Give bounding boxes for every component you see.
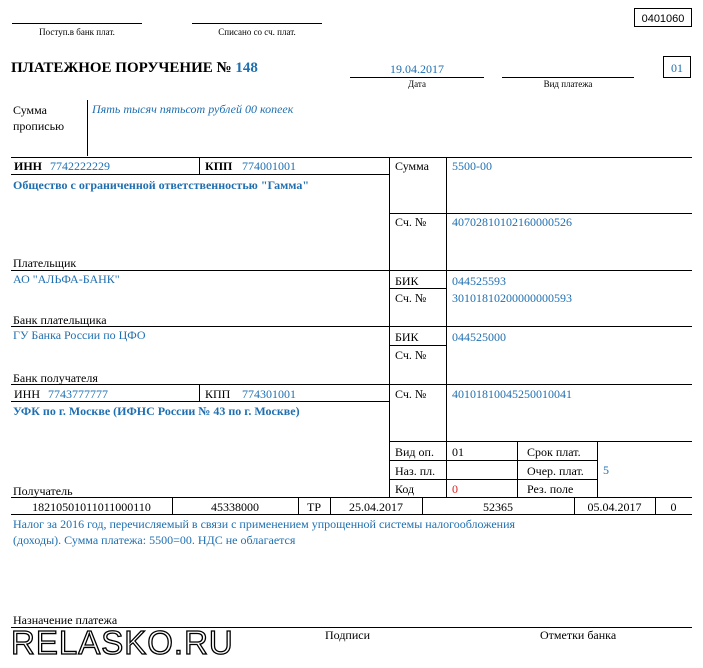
op-row-line-2 [389,479,598,480]
bank-received-line [12,23,142,24]
grid-value-vertical [446,157,447,497]
op-row-line-1 [389,460,598,461]
op-top-line [389,441,692,442]
tax-doc-number: 52365 [483,500,513,514]
payee-bank-account-label: Сч. № [395,348,427,362]
payee-account: 40101810045250010041 [452,387,572,401]
payer-bank-account: 30101810200000000593 [452,291,572,305]
payee-bank-bik-label: БИК [395,330,419,344]
payee-name: УФК по г. Москве (ИФНС России № 43 по г. Москве) [13,404,300,418]
srok-label: Срок плат. [527,445,581,459]
payee-inn-kpp-divider [199,384,200,401]
purpose-line-2: (доходы). Сумма платежа: 5500=00. НДС не облагается [13,533,296,547]
document-date: 19.04.2017 [390,62,444,76]
payee-bank-bik: 044525000 [452,330,506,344]
payee-bank-name: ГУ Банка России по ЦФО [13,328,146,342]
payment-type-label: Вид платежа [543,79,593,89]
payer-bank-bik: 044525593 [452,274,506,288]
payer-bank-bik-label: БИК [395,274,419,288]
status-code: 01 [671,61,683,75]
tax-payment-type: 0 [670,500,677,514]
amount-words-divider [87,100,88,156]
payee-inn-label: ИНН [14,387,40,401]
date-line [350,77,484,78]
payer-bottom-line [11,270,692,271]
bank-received-label: Поступ.в банк плат. [39,27,115,37]
document-number: 148 [235,60,258,76]
payer-kpp-label: КПП [205,159,233,173]
grid-line-top [11,157,692,158]
tax-kbk: 18210501011011000110 [32,500,151,514]
form-code-box [634,8,692,27]
vid-op-value: 01 [452,445,464,459]
amount-words-value: Пять тысяч пятьсот рублей 00 копеек [92,102,294,116]
bank-marks-label: Отметки банка [540,628,617,642]
kod-label: Код [395,482,415,496]
payee-bottom-line [11,497,692,498]
payee-inn: 7743777777 [48,387,108,401]
payer-inn: 7742222229 [50,159,110,173]
amount-value: 5500-00 [452,159,492,173]
payer-inn-kpp-divider [199,157,200,174]
form-code: 0401060 [641,13,685,25]
payee-kpp-label: КПП [205,387,231,401]
status-code-box [663,56,691,78]
payer-bank-name: АО "АЛЬФА-БАНК" [13,272,120,286]
payer-kpp: 774001001 [242,159,296,173]
amount-bottom-line [389,213,692,214]
ocher-label: Очер. плат. [527,464,584,478]
payer-bank-account-label: Сч. № [395,291,427,305]
amount-words-label-1: Сумма [13,103,47,117]
debited-line [192,23,322,24]
amount-words-label-2: прописью [13,119,65,133]
grid-main-vertical [389,157,390,497]
purpose-label: Назначение платежа [13,613,118,627]
payee-account-label: Сч. № [395,387,427,401]
payer-section-label: Плательщик [13,256,77,270]
payer-name: Общество с ограниченной ответственностью "Гамма" [13,178,310,192]
payee-section-label: Получатель [13,484,73,498]
title-text: ПЛАТЕЖНОЕ ПОРУЧЕНИЕ № [11,60,232,76]
tax-basis: ТР [306,500,321,514]
kod-value: 0 [452,482,458,496]
payee-bik-bottom-line [389,345,446,346]
payer-bank-bottom-line [11,326,692,327]
payer-account: 40702810102160000526 [452,215,572,229]
signatures-label: Подписи [325,628,371,642]
date-label: Дата [408,79,426,89]
tax-period: 25.04.2017 [349,500,403,514]
naz-pl-label: Наз. пл. [395,464,436,478]
payer-inn-line [11,174,389,175]
payment-type-line [502,77,634,78]
watermark-text: RELASKO.RU [11,624,234,661]
debited-label: Списано со сч. плат. [218,27,296,37]
amount-label: Сумма [395,159,429,173]
payee-bank-bottom-line [11,384,692,385]
payer-bank-section-label: Банк плательщика [13,313,107,327]
tax-doc-date: 05.04.2017 [587,500,642,514]
ocher-value: 5 [603,463,609,477]
payee-bank-section-label: Банк получателя [13,371,98,385]
rez-label: Рез. поле [527,482,574,496]
payee-kpp: 774301001 [242,387,296,401]
payer-account-label: Сч. № [395,215,427,229]
op-divider-2 [597,441,598,497]
document-title [11,60,258,77]
payer-inn-label: ИНН [14,159,43,173]
tax-oktmo: 45338000 [211,500,259,514]
vid-op-label: Вид оп. [395,445,434,459]
op-divider-1 [517,441,518,497]
purpose-line-1: Налог за 2016 год, перечисляемый в связи с применением упрощенной системы налогообложения [13,517,516,531]
